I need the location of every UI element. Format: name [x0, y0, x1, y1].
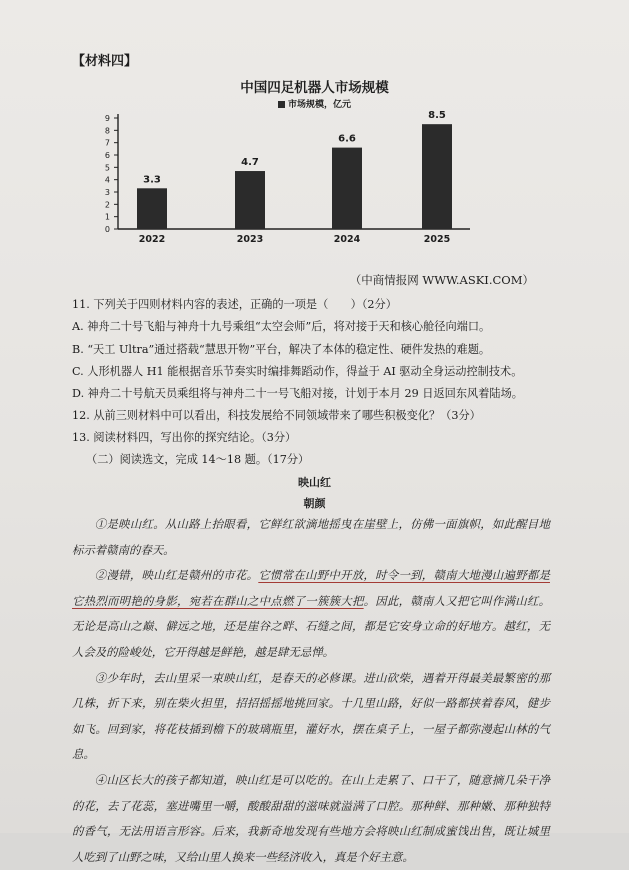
- data-label-2025: 8.5: [428, 110, 446, 122]
- paragraph-4: ④山区长大的孩子都知道，映山红是可以吃的。在山上走累了、口干了，随意摘几朵干净的花，去了花蕊，塞进嘴里一嚼，酸酸甜甜的滋味就溢满了口腔。那种鲜、那种嫩、那种独特的香气，无法用语言形容。后来，我新奇地发现有些地方会将映山红制成蜜饯出售，既让城里人吃到了山野之味，又给山里人换来一些经济收入，真是个好主意。: [72, 772, 550, 864]
- paragraph-2-intro: ②漫错，映山红是赣州的市花。: [94, 568, 259, 583]
- y-tick-label: 4: [104, 175, 110, 185]
- y-tick-label: 7: [104, 138, 110, 148]
- y-tick-label: 5: [104, 163, 110, 173]
- chart-title: 中国四足机器人市场规模: [240, 80, 389, 96]
- source-citation: （中商情报网 WWW.ASKI.COM）: [349, 273, 534, 287]
- question-11-option-c: C. 人形机器人 H1 能根据音乐节奏实时编排舞蹈动作，得益于 AI 驱动全身运动控制技术。: [72, 365, 523, 378]
- passage-author: 朝颜: [303, 497, 326, 510]
- question-11-option-d: D. 神舟二十号航天员乘组将与神舟二十一号飞船对接，计划于本月 29 日返回东风着陆场。: [72, 387, 523, 400]
- question-11-option-a: A. 神舟二十号飞船与神舟十九号乘组“太空会师”后，将对接于天和核心舱径向端口。: [72, 320, 491, 333]
- question-11-option-b: B. “天工 Ultra”通过搭载“慧思开物”平台，解决了本体的稳定性、硬件发热的难题。: [72, 343, 491, 356]
- y-tick-label: 2: [104, 200, 110, 210]
- y-tick-label: 8: [104, 126, 110, 136]
- x-tick-label-2024: 2024: [333, 234, 361, 245]
- bar-2023: [235, 171, 265, 229]
- passage-body: [72, 512, 550, 870]
- x-tick-label-2022: 2022: [138, 234, 166, 245]
- bar-2024: [332, 148, 362, 229]
- paragraph-2: [72, 563, 550, 665]
- underlined-sentence: 它惯常在山野中开放，时令一到，赣南大地漫山遍野都是它热烈而明艳的身影，宛若在群山之中点燃了一簇簇大把: [72, 568, 550, 608]
- question-13: 13. 阅读材料四，写出你的探究结论。（3分）: [72, 431, 297, 444]
- paragraph-3: ③少年时，去山里采一束映山红，是春天的必修课。进山砍柴，遇着开得最美最繁密的那几株，折下来，别在柴火担里，招招摇摇地挑回家。十几里山路，好似一路都挟着春风，健步如飞。回到家，将花枝插到檐下的玻璃瓶里，灌好水，摆在桌子上，一屋子都弥漫起山林的气息。: [72, 670, 550, 762]
- x-tick-label-2023: 2023: [236, 234, 264, 245]
- bar-2022: [137, 188, 167, 229]
- y-tick-label: 0: [104, 225, 110, 234]
- bar-chart: [90, 108, 490, 248]
- data-label-2023: 4.7: [241, 157, 259, 169]
- passage-title: 映山红: [298, 476, 331, 489]
- paragraph-1: ①是映山红。从山路上抬眼看，它鲜红欲滴地摇曳在崖壁上，仿佛一面旗帜，如此醒目地标示着赣南的春天。: [72, 517, 550, 557]
- question-12: 12. 从前三则材料中可以看出，科技发展给不同领域带来了哪些积极变化？（3分）: [72, 409, 481, 422]
- data-label-2022: 3.3: [143, 174, 161, 186]
- material-label: 【材料四】: [72, 54, 138, 69]
- y-tick-label: 3: [104, 188, 110, 197]
- legend-label: 市场规模，亿元: [287, 100, 351, 110]
- y-tick-label: 6: [104, 151, 110, 160]
- data-label-2024: 6.6: [338, 133, 356, 145]
- y-tick-label: 1: [104, 212, 110, 222]
- legend-swatch: [278, 101, 285, 108]
- bar-2025: [422, 124, 452, 229]
- y-tick-label: 9: [104, 114, 110, 123]
- section-heading: （二）阅读选文，完成 14～18 题。（17分）: [86, 453, 310, 466]
- x-tick-label-2025: 2025: [423, 234, 451, 245]
- paragraph-2-rest: 。因此，赣南人又把它叫作满山红。无论是高山之巅、僻远之地，还是崖谷之畔、石缝之间，都是它安身立命的好地方。越红，无人会及的险峻处，它开得越是鲜艳，越是肆无忌惮。: [72, 593, 550, 659]
- question-11-stem: 11. 下列关于四则材料内容的表述，正确的一项是（ ）（2分）: [72, 298, 397, 311]
